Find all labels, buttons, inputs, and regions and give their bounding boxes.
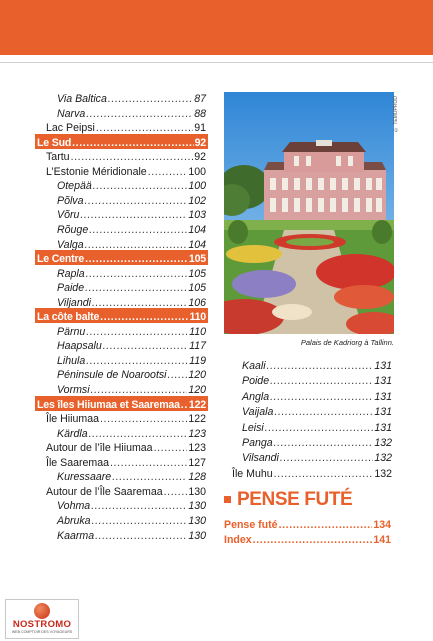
toc-leader-dots xyxy=(270,375,373,387)
toc-entry xyxy=(224,517,391,531)
toc-entry xyxy=(224,532,391,546)
toc-entry xyxy=(57,91,206,105)
toc-leader-dots xyxy=(85,282,187,294)
toc-leader-dots xyxy=(154,442,188,454)
heading-bullet-icon xyxy=(224,496,231,503)
toc-entry-page: 92 xyxy=(194,136,206,149)
toc-entry-page: 120 xyxy=(188,369,206,382)
toc-entry-page: 110 xyxy=(189,325,206,338)
toc-entry-label: Autour de l’île Hiiumaa xyxy=(46,442,153,455)
toc-entry-page: 88 xyxy=(194,107,206,120)
toc-entry xyxy=(57,266,206,280)
toc-entry xyxy=(242,435,392,449)
toc-entry xyxy=(57,193,206,207)
toc-leader-dots xyxy=(86,268,188,280)
toc-entry-page: 104 xyxy=(188,223,206,236)
toc-entry-label: Kaali xyxy=(242,360,266,372)
nostromo-logo xyxy=(5,599,79,639)
toc-entry-page: 141 xyxy=(373,534,391,546)
toc-entry xyxy=(46,149,206,163)
toc-entry-page: 105 xyxy=(188,253,206,266)
toc-entry-label: L’Estonie Méridionale xyxy=(46,165,147,178)
toc-entry-label: Index xyxy=(224,534,252,546)
toc-entry-label: Les îles Hiiumaa et Saaremaa xyxy=(37,398,180,411)
toc-entry-page: 106 xyxy=(188,296,206,309)
toc-entry xyxy=(242,358,392,372)
toc-entry xyxy=(57,426,206,440)
toc-entry-label: Viljandi xyxy=(57,296,91,309)
photo-caption: Palais de Kadriorg à Tallinn. xyxy=(300,338,394,347)
toc-leader-dots xyxy=(86,326,188,338)
toc-leader-dots xyxy=(92,515,188,527)
toc-entry-page: 122 xyxy=(188,398,206,411)
toc-entry-label: Abruka xyxy=(57,514,91,527)
toc-entry-label: Poide xyxy=(242,375,270,388)
toc-entry-page: 131 xyxy=(374,390,392,403)
toc-entry-label: Valga xyxy=(57,238,84,251)
logo-name: NOSTROMO xyxy=(12,619,72,630)
toc-entry-label: Autour de l’Île Saaremaa xyxy=(46,485,163,498)
header-band xyxy=(0,0,433,55)
toc-entry-page: 103 xyxy=(188,209,206,222)
toc-entry-label: Panga xyxy=(242,437,273,449)
toc-entry-page: 130 xyxy=(188,514,206,527)
toc-leader-dots xyxy=(100,311,188,323)
toc-entry-page: 105 xyxy=(188,267,206,280)
toc-entry-label: Haapsalu xyxy=(57,340,102,353)
toc-leader-dots xyxy=(110,457,187,469)
toc-entry-page: 131 xyxy=(374,406,392,419)
toc-entry-page: 130 xyxy=(188,485,206,498)
toc-entry xyxy=(46,120,206,134)
toc-leader-dots xyxy=(95,530,187,542)
toc-entry-page: 102 xyxy=(188,194,206,207)
toc-entry xyxy=(242,373,392,387)
toc-entry-label: Tartu xyxy=(46,151,70,164)
toc-section-entry xyxy=(37,251,206,265)
toc-entry-page: 131 xyxy=(374,421,392,434)
toc-entry-page: 132 xyxy=(374,467,392,480)
toc-entry-label: Leisi xyxy=(242,421,264,434)
toc-entry xyxy=(57,353,206,367)
toc-entry-page: 92 xyxy=(194,151,206,164)
toc-leader-dots xyxy=(96,122,193,134)
toc-leader-dots xyxy=(168,369,188,381)
toc-entry-label: La côte balte xyxy=(37,311,100,324)
toc-entry-label: Rapla xyxy=(57,267,85,280)
toc-leader-dots xyxy=(280,452,373,464)
toc-entry xyxy=(57,106,206,120)
toc-entry xyxy=(46,484,206,498)
toc-entry-page: 91 xyxy=(194,122,206,135)
toc-entry-label: Pärnu xyxy=(57,325,86,338)
toc-leader-dots xyxy=(274,468,374,480)
toc-section-entry xyxy=(37,135,206,149)
globe-icon xyxy=(34,603,50,619)
toc-entry-page: 122 xyxy=(188,413,206,426)
toc-leader-dots xyxy=(86,108,193,120)
toc-entry-page: 130 xyxy=(188,529,206,542)
toc-entry-label: Lac Peipsi xyxy=(46,122,95,135)
toc-entry xyxy=(57,338,206,352)
toc-entry-page: 87 xyxy=(194,93,206,105)
toc-entry-page: 132 xyxy=(374,452,392,465)
toc-entry-label: Le Sud xyxy=(37,136,72,149)
toc-entry xyxy=(46,164,206,178)
toc-entry-label: Kaarma xyxy=(57,529,95,542)
toc-entry xyxy=(242,450,392,464)
toc-leader-dots xyxy=(274,437,374,449)
header-rule xyxy=(0,62,433,63)
toc-entry-label: Rõuge xyxy=(57,223,89,236)
toc-entry xyxy=(57,237,206,251)
toc-leader-dots xyxy=(253,534,373,546)
toc-entry-label: Pense futé xyxy=(224,519,278,531)
toc-leader-dots xyxy=(100,413,187,425)
toc-leader-dots xyxy=(279,519,373,531)
toc-leader-dots xyxy=(92,297,187,309)
toc-entry xyxy=(57,178,206,192)
photo-credit: © TEMUPROD xyxy=(393,96,399,132)
toc-entry xyxy=(46,440,206,454)
toc-entry-page: 100 xyxy=(188,165,206,178)
toc-entry-label: Lihula xyxy=(57,354,86,367)
toc-entry-label: Vormsi xyxy=(57,384,90,396)
toc-leader-dots xyxy=(85,239,188,251)
toc-entry-page: 105 xyxy=(188,282,206,295)
pense-fute-title: PENSE FUTÉ xyxy=(237,489,353,510)
toc-leader-dots xyxy=(85,195,188,207)
toc-entry-page: 104 xyxy=(188,238,206,251)
toc-entry-label: Vohma xyxy=(57,500,91,513)
toc-entry-label: Île Saaremaa xyxy=(46,456,110,469)
toc-entry xyxy=(57,295,206,309)
toc-leader-dots xyxy=(164,486,188,498)
toc-entry-page: 131 xyxy=(374,375,392,388)
toc-entry xyxy=(232,466,392,480)
toc-entry-page: 100 xyxy=(188,180,206,193)
pense-fute-heading xyxy=(224,489,352,511)
toc-entry-label: Vilsandi xyxy=(242,452,279,465)
toc-entry-label: Angla xyxy=(242,390,270,403)
toc-leader-dots xyxy=(265,422,374,434)
toc-entry-label: Kuressaare xyxy=(57,471,112,484)
toc-entry-label: Péninsule de Noarootsi xyxy=(57,369,167,382)
toc-entry-page: 128 xyxy=(188,471,206,484)
toc-entry-label: Le Centre xyxy=(37,253,85,266)
toc-entry xyxy=(57,528,206,542)
toc-entry xyxy=(57,207,206,221)
toc-entry-page: 130 xyxy=(188,500,206,513)
toc-entry xyxy=(46,455,206,469)
toc-entry-page: 123 xyxy=(188,427,206,440)
toc-entry-label: Võru xyxy=(57,209,80,222)
toc-leader-dots xyxy=(85,253,188,265)
toc-entry-label: Vaijala xyxy=(242,406,274,419)
toc-leader-dots xyxy=(71,151,194,163)
toc-leader-dots xyxy=(274,406,373,418)
kadriorg-palace-photo xyxy=(224,92,394,334)
toc-leader-dots xyxy=(86,355,188,367)
toc-entry-page: 132 xyxy=(374,437,392,449)
logo-tagline: WEB COMPTOIR DES VOYAGEURS xyxy=(11,630,73,634)
toc-leader-dots xyxy=(80,209,187,221)
toc-leader-dots xyxy=(103,340,188,352)
toc-entry-page: 127 xyxy=(188,456,206,469)
toc-entry-page: 110 xyxy=(189,311,206,324)
toc-section-entry xyxy=(37,397,206,411)
toc-entry xyxy=(57,469,206,483)
toc-leader-dots xyxy=(112,471,187,483)
toc-entry xyxy=(57,324,206,338)
toc-entry xyxy=(57,280,206,294)
toc-entry-label: Otepää xyxy=(57,180,92,193)
toc-entry-page: 123 xyxy=(188,442,206,455)
toc-entry xyxy=(57,367,206,381)
toc-entry-label: Via Baltica xyxy=(57,93,107,105)
toc-entry xyxy=(242,404,392,418)
toc-entry-label: Põlva xyxy=(57,194,84,207)
toc-entry-page: 119 xyxy=(189,354,206,367)
toc-leader-dots xyxy=(270,391,373,403)
toc-entry xyxy=(46,411,206,425)
toc-leader-dots xyxy=(108,93,193,105)
toc-leader-dots xyxy=(181,399,188,411)
toc-entry xyxy=(57,513,206,527)
toc-entry xyxy=(57,498,206,512)
toc-entry xyxy=(57,222,206,236)
toc-leader-dots xyxy=(89,224,187,236)
toc-entry-page: 117 xyxy=(189,340,206,353)
toc-leader-dots xyxy=(91,500,187,512)
toc-leader-dots xyxy=(148,166,188,178)
toc-entry-label: Île Muhu xyxy=(232,467,273,480)
toc-entry-label: Kärdla xyxy=(57,427,88,440)
toc-entry-page: 120 xyxy=(188,384,206,396)
toc-entry xyxy=(242,389,392,403)
toc-entry-page: 131 xyxy=(374,360,392,372)
toc-leader-dots xyxy=(267,360,374,372)
toc-leader-dots xyxy=(89,428,188,440)
toc-entry-label: Île Hiiumaa xyxy=(46,413,99,426)
toc-leader-dots xyxy=(93,180,188,192)
toc-entry xyxy=(242,420,392,434)
toc-leader-dots xyxy=(72,137,193,149)
toc-entry-label: Narva xyxy=(57,107,86,120)
toc-entry-label: Paide xyxy=(57,282,85,295)
toc-leader-dots xyxy=(91,384,188,396)
toc-entry-page: 134 xyxy=(373,519,391,531)
toc-entry xyxy=(57,382,206,396)
toc-section-entry xyxy=(37,309,206,323)
